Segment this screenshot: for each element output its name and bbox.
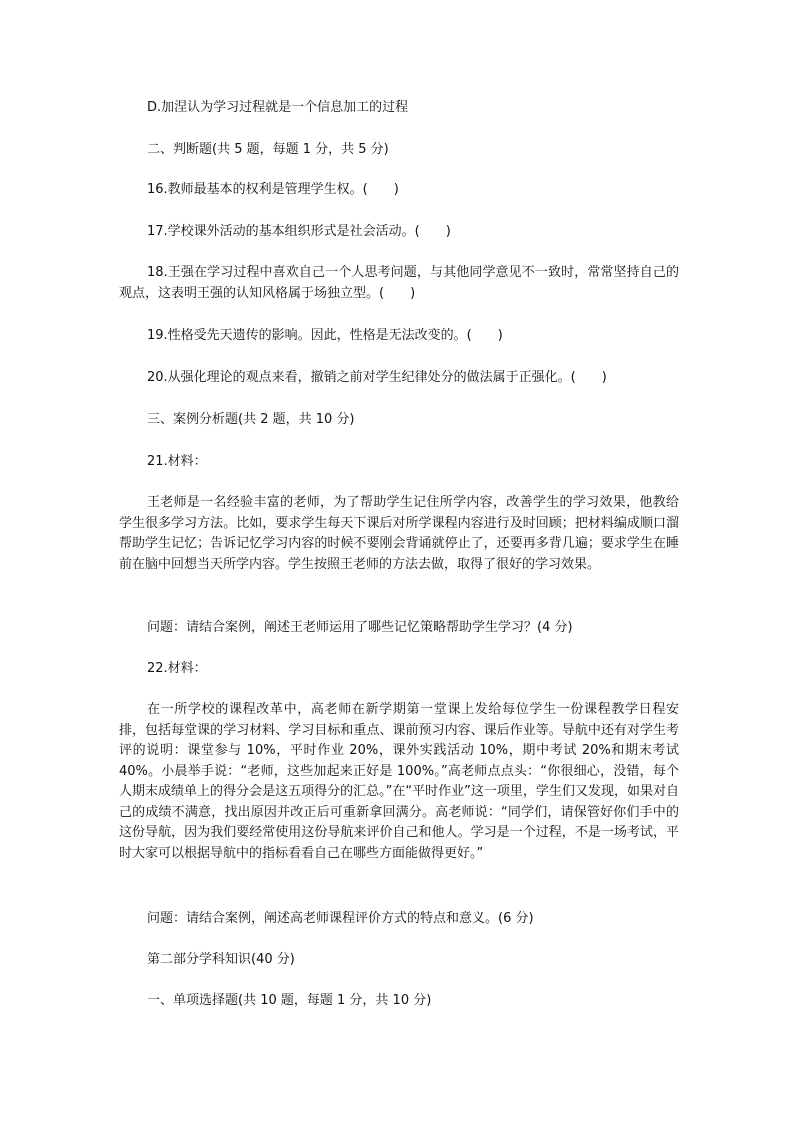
question-19: 19.性格受先天遗传的影响。因此，性格是无法改变的。( )	[147, 328, 503, 343]
question-21-material: 王老师是一名经验丰富的老师，为了帮助学生记住所学内容，改善学生的学习效果，他教给学生很多学习方法。比如，要求学生每天下课后对所学课程内容进行及时回顾；把材料编成顺口溜帮助学生记忆；告诉记忆学习内容的时候不要刚会背诵就停止了，还要再多背几遍；要求学生在睡前在脑中回想当天所学内容。学生按照王老师的方法去做，取得了很好的学习效果。	[119, 495, 679, 572]
section-heading-true-false: 二、判断题(共 5 题，每题 1 分，共 5 分)	[147, 142, 389, 157]
option-d-text: D.加涅认为学习过程就是一个信息加工的过程	[147, 100, 409, 115]
section-heading-single-choice: 一、单项选择题(共 10 题，每题 1 分，共 10 分)	[147, 993, 432, 1008]
question-22-label: 22.材料：	[147, 661, 207, 676]
question-21-label: 21.材料：	[147, 454, 207, 469]
question-21-prompt: 问题：请结合案例，阐述王老师运用了哪些记忆策略帮助学生学习？(4 分)	[147, 620, 573, 635]
question-17: 17.学校课外活动的基本组织形式是社会活动。( )	[147, 224, 451, 239]
question-20: 20.从强化理论的观点来看，撤销之前对学生纪律处分的做法属于正强化。( )	[147, 370, 607, 385]
part-two-heading: 第二部分学科知识(40 分)	[147, 952, 295, 967]
question-16: 16.教师最基本的权利是管理学生权。( )	[147, 182, 399, 197]
question-18: 18.王强在学习过程中喜欢自己一个人思考问题，与其他同学意见不一致时，常常坚持自己的观点，这表明王强的认知风格属于场独立型。( )	[119, 265, 679, 301]
question-22-material: 在一所学校的课程改革中，高老师在新学期第一堂课上发给每位学生一份课程教学日程安排，包括每堂课的学习材料、学习目标和重点、课前预习内容、课后作业等。导航中还有对学生考评的说明：课堂参与 10%，平时作业 20%，课外实践活动 10%，期中考试 20%和期末考试 40%。小晨举手说：“老师，这些加起来正好是 100%。”高老师点点头：“你很细心，没错，每个人期末成绩单上的得分会是这五项得分的汇总。”在“平时作业”这一项里，学生们又发现，如果对自己的成绩不满意，找出原因并改正后可重新拿回满分。高老师说：“同学们，请保管好你们手中的这份导航，因为我们要经常使用这份导航来评价自己和他人。学习是一个过程，不是一场考试，平时大家可以根据导航中的指标看看自己在哪些方面能做得更好。”	[119, 702, 679, 861]
section-heading-case-analysis: 三、案例分析题(共 2 题，共 10 分)	[147, 412, 355, 427]
question-22-prompt: 问题：请结合案例，阐述高老师课程评价方式的特点和意义。(6 分)	[147, 911, 534, 926]
